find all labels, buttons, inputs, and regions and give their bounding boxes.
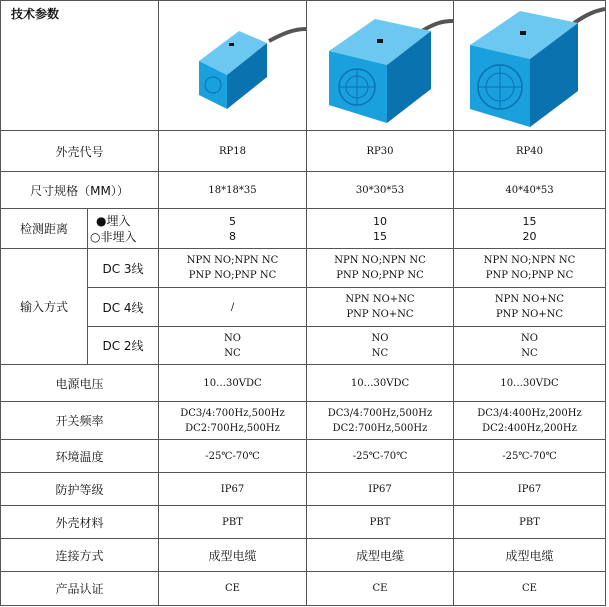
dc4-rp40-line1: NPN NO+NC [494,294,565,305]
material-rp30: PBT [307,506,454,539]
sub-non-embedded-label: ○非埋入 [90,229,137,244]
size-rp30: 30*30*53 [307,172,454,209]
label-dc3: DC 3线 [88,249,159,288]
label-detect: 检测距离 [0,209,88,249]
frequency-rp30-line1: DC3/4:700Hz,500Hz [327,407,433,419]
model-rp18: RP18 [159,131,307,172]
dc3-rp30-line2: PNP NO;PNP NC [336,270,424,281]
temperature-rp40: -25℃-70℃ [454,440,606,473]
frequency-rp18-line1: DC3/4:700Hz,500Hz [180,407,285,419]
certification-rp30: CE [307,572,454,606]
size-rp40: 40*40*53 [454,172,606,209]
label-dc2: DC 2线 [88,327,159,365]
dc2-rp18-line1: NO [224,332,241,344]
certification-rp18: CE [159,572,307,606]
image-cell-rp18 [159,0,307,131]
label-protection: 防护等级 [0,473,159,506]
label-size: 尺寸规格（MM）） [0,172,159,209]
detect-embedded-rp40: 15 [522,214,537,228]
frequency-rp18-line2: DC2:700Hz,500Hz [185,422,280,434]
dc4-rp18 [159,288,307,327]
detect-non-embedded-rp40: 20 [522,229,537,243]
detect-non-embedded-rp30: 15 [373,229,387,243]
dc3-rp30 [307,249,454,288]
sensor-rp40-image [454,1,606,131]
dc2-rp30-line1: NO [371,332,389,344]
frequency-rp30 [307,402,454,440]
page-title: 技术参数 [11,7,60,21]
label-frequency: 开关频率 [0,402,159,440]
detect-embedded-rp30: 10 [373,214,387,228]
dc2-rp40-line1: NO [521,332,538,344]
certification-rp40: CE [454,572,606,606]
dc2-rp40-line2: NC [521,347,538,359]
dc3-rp30-line1: NPN NO;NPN NC [334,255,426,266]
dc3-rp18 [159,249,307,288]
material-rp40: PBT [454,506,606,539]
sub-embedded-label: ●埋入 [96,213,131,228]
model-rp30: RP30 [307,131,454,172]
detect-rp30 [307,209,454,249]
dc3-rp40-line2: PNP NO;PNP NC [485,270,574,281]
detect-sub-labels [88,209,159,249]
label-housing-code: 外壳代号 [0,131,159,172]
label-input: 输入方式 [0,249,88,365]
temperature-rp18: -25℃-70℃ [159,440,307,473]
protection-rp40: IP67 [454,473,606,506]
connection-rp18: 成型电缆 [159,539,307,572]
protection-rp30: IP67 [307,473,454,506]
label-connection: 连接方式 [0,539,159,572]
label-temperature: 环境温度 [0,440,159,473]
dc4-rp30 [307,288,454,327]
voltage-rp40: 10…30VDC [454,365,606,402]
dc4-rp30-line2: PNP NO+NC [346,309,414,320]
dc3-rp18-line2: PNP NO;PNP NC [188,270,277,281]
header-corner-cell [0,0,159,131]
dc3-rp18-line1: NPN NO;NPN NC [186,255,279,266]
dc2-rp30-line2: NC [371,347,389,359]
dc3-rp40-line1: NPN NO;NPN NC [483,255,576,266]
detect-rp18 [159,209,307,249]
dc4-rp40 [454,288,606,327]
image-cell-rp40 [454,0,606,131]
size-rp18: 18*18*35 [159,172,307,209]
image-cell-rp30 [307,0,454,131]
frequency-rp40-line1: DC3/4:400Hz,200Hz [477,407,582,419]
dc2-rp18-line2: NC [224,347,241,359]
detect-non-embedded-rp18: 8 [229,229,236,243]
connection-rp30: 成型电缆 [307,539,454,572]
voltage-rp18: 10…30VDC [159,365,307,402]
label-dc4: DC 4线 [88,288,159,327]
voltage-rp30: 10…30VDC [307,365,454,402]
material-rp18: PBT [159,506,307,539]
label-certification: 产品认证 [0,572,159,606]
label-material: 外壳材料 [0,506,159,539]
dc4-rp18-line1: / [230,301,235,313]
dc4-rp40-line2: PNP NO+NC [495,309,564,320]
label-voltage: 电源电压 [0,365,159,402]
dc2-rp30 [307,327,454,365]
detect-rp40 [454,209,606,249]
model-rp40: RP40 [454,131,606,172]
dc4-rp30-line1: NPN NO+NC [345,294,415,305]
protection-rp18: IP67 [159,473,307,506]
temperature-rp30: -25℃-70℃ [307,440,454,473]
frequency-rp18 [159,402,307,440]
dc2-rp40 [454,327,606,365]
frequency-rp40-line2: DC2:400Hz,200Hz [482,422,577,434]
detect-embedded-rp18: 5 [229,214,236,228]
dc2-rp18 [159,327,307,365]
sensor-rp30-image [307,1,454,131]
frequency-rp30-line2: DC2:700Hz,500Hz [332,422,428,434]
dc3-rp40 [454,249,606,288]
sensor-rp18-image [159,1,307,131]
connection-rp40: 成型电缆 [454,539,606,572]
frequency-rp40 [454,402,606,440]
